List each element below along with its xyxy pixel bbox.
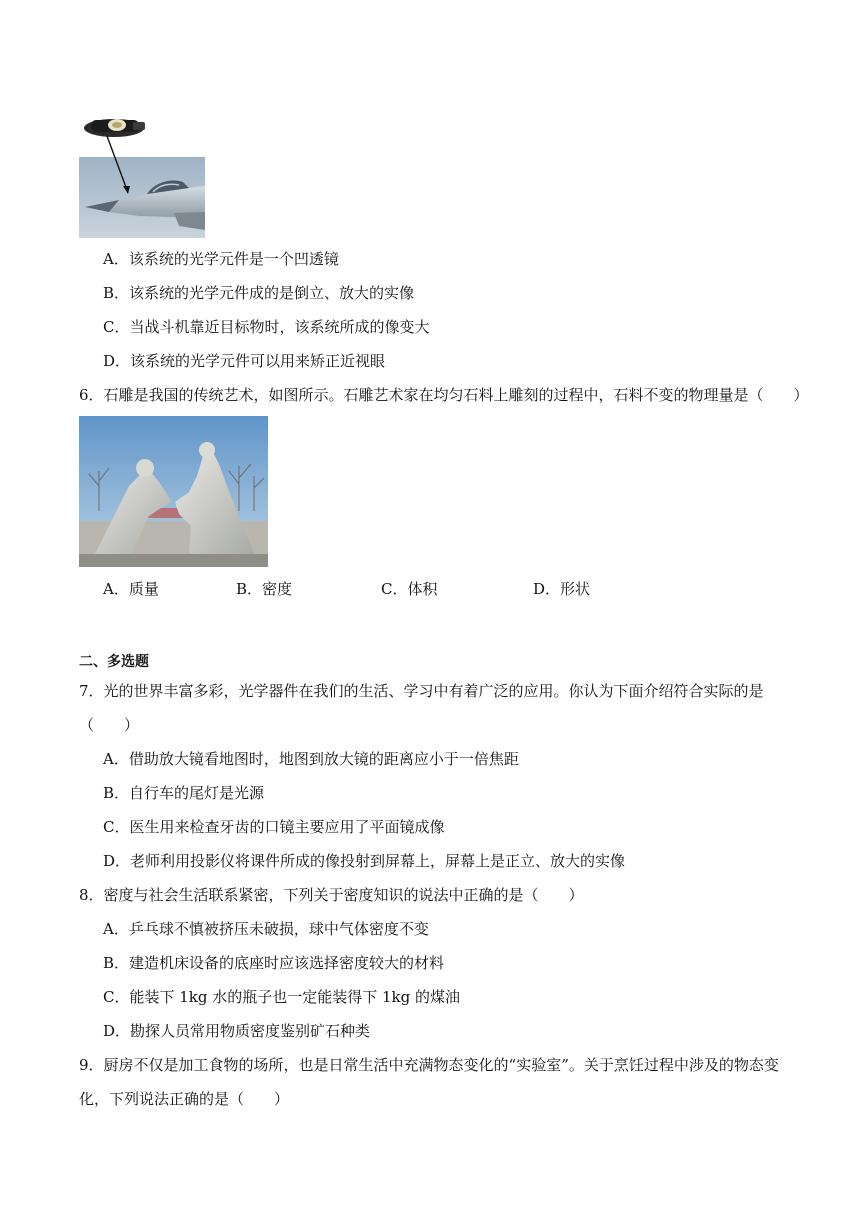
q6-option-b: B．密度 <box>236 580 293 598</box>
q6-stem: 6．石雕是我国的传统艺术，如图所示。石雕艺术家在均匀石料上雕刻的过程中，石料不变的物理量是（ ） <box>79 386 809 404</box>
q6-option-d: D．形状 <box>533 580 591 598</box>
q9-stem-line1: 9．厨房不仅是加工食物的场所，也是日常生活中充满物态变化的“实验室”。关于烹饪过程中涉及的物态变 <box>79 1056 779 1074</box>
camera-device-icon <box>84 119 145 137</box>
q8-option-c: C．能装下 1kg 水的瓶子也一定能装得下 1kg 的煤油 <box>103 988 461 1006</box>
q6-option-c: C．体积 <box>381 580 438 598</box>
stone-sculpture-photo <box>79 416 268 567</box>
q8-option-d: D．勘探人员常用物质密度鉴别矿石种类 <box>103 1022 371 1040</box>
q8-stem: 8．密度与社会生活联系紧密，下列关于密度知识的说法中正确的是（ ） <box>79 886 584 904</box>
q5-option-a: A．该系统的光学元件是一个凹透镜 <box>103 250 339 268</box>
q6-option-a: A．质量 <box>103 580 159 598</box>
q7-stem-line2: （ ） <box>79 716 140 734</box>
q7-option-a: A．借助放大镜看地图时，地图到放大镜的距离应小于一倍焦距 <box>103 750 519 768</box>
section-title: 二、多选题 <box>79 654 149 670</box>
q8-option-a: A．乒乓球不慎被挤压未破损，球中气体密度不变 <box>103 920 429 938</box>
q5-option-c: C．当战斗机靠近目标物时，该系统所成的像变大 <box>103 318 430 336</box>
q8-option-b: B．建造机床设备的底座时应该选择密度较大的材料 <box>103 954 445 972</box>
q9-stem-line2: 化，下列说法正确的是（ ） <box>79 1090 290 1108</box>
q7-option-c: C．医生用来检查牙齿的口镜主要应用了平面镜成像 <box>103 818 445 836</box>
q5-option-b: B．该系统的光学元件成的是倒立、放大的实像 <box>103 284 415 302</box>
q5-option-d: D．该系统的光学元件可以用来矫正近视眼 <box>103 352 386 370</box>
fighter-jet-camera-figure <box>79 108 205 238</box>
q7-option-d: D．老师利用投影仪将课件所成的像投射到屏幕上，屏幕上是正立、放大的实像 <box>103 852 626 870</box>
q7-stem-line1: 7．光的世界丰富多彩，光学器件在我们的生活、学习中有着广泛的应用。你认为下面介绍符合实际的是 <box>79 682 764 700</box>
q7-option-b: B．自行车的尾灯是光源 <box>103 784 265 802</box>
